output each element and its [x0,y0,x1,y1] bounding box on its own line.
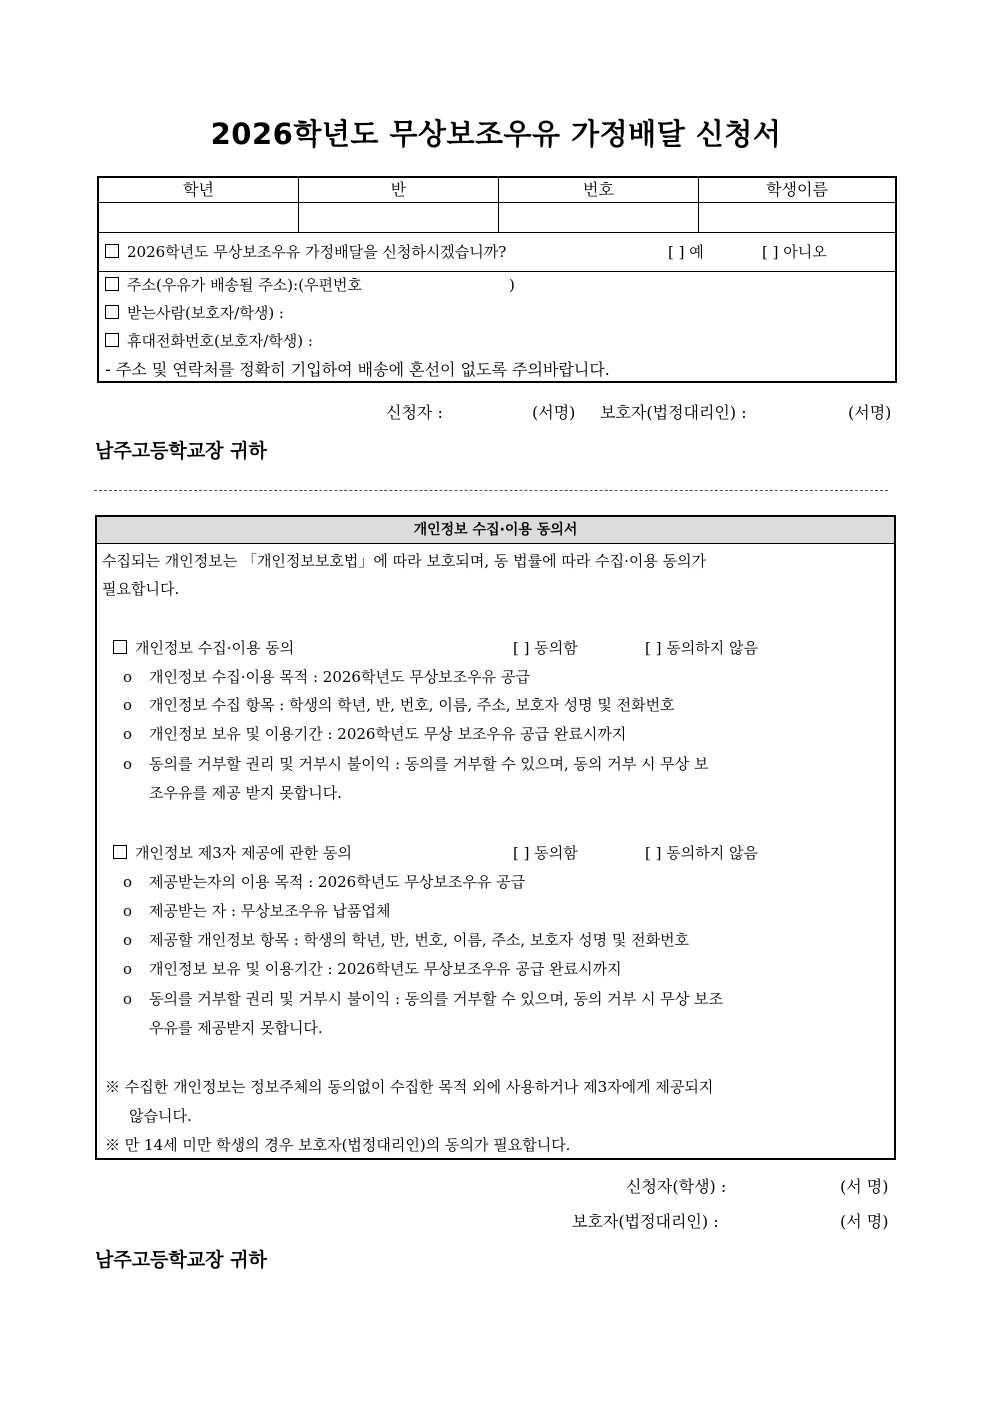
header-number: 번호 [499,178,699,203]
header-class: 반 [299,178,499,203]
list-item: o 동의를 거부할 권리 및 거부시 불이익 : 동의를 거부할 수 있으며, 동의 거부 시 무상 보조 [123,990,724,1008]
phone-checkbox[interactable] [105,333,119,347]
list-item: o 제공받는 자 : 무상보조우유 납품업체 [123,902,391,920]
number-input[interactable] [499,203,699,233]
list-item: o 동의를 거부할 권리 및 거부시 불이익 : 동의를 거부할 수 있으며, 동의 거부 시 무상 보 [123,755,709,773]
header-student-name: 학생이름 [699,178,895,203]
guardian2-label: 보호자(법정대리인) : [572,1212,719,1231]
note-1-continued: 않습니다. [129,1107,192,1125]
address-label: 주소(우유가 배송될 주소):(우편번호 [127,276,363,294]
list-item: o 개인정보 보유 및 이용기간 : 2026학년도 무상 보조우유 공급 완료시까지 [123,725,627,743]
address-close: ) [509,276,515,294]
list-item: o 개인정보 수집 항목 : 학생의 학년, 반, 번호, 이름, 주소, 보호자 성명 및 전화번호 [123,696,675,714]
list-item-continued: 조우유를 제공 받지 못합니다. [149,784,342,802]
guardian-label: 보호자(법정대리인) : [600,403,747,422]
student-applicant-sign[interactable]: (서 명) [840,1177,889,1196]
section2-checkbox[interactable] [113,845,127,859]
list-item: o 개인정보 수집·이용 목적 : 2026학년도 무상보조우유 공급 [123,668,530,686]
section2-label: 개인정보 제3자 제공에 관한 동의 [135,844,352,862]
question-row [99,233,895,272]
section1-disagree[interactable]: [ ] 동의하지 않음 [645,639,758,657]
application-table [97,176,897,383]
question-text: 2026학년도 무상보조우유 가정배달을 신청하시겠습니까? [127,243,507,261]
cut-line [94,490,888,491]
page-title: 2026학년도 무상보조우유 가정배달 신청서 [210,117,782,151]
list-item: o 개인정보 보유 및 이용기간 : 2026학년도 무상보조우유 공급 완료시까지 [123,960,622,978]
section1-checkbox[interactable] [113,640,127,654]
intro-line-2: 필요합니다. [102,580,180,598]
list-item: o 제공할 개인정보 항목 : 학생의 학년, 반, 번호, 이름, 주소, 보호자 성명 및 전화번호 [123,931,690,949]
closing-2: 남주고등학교장 귀하 [95,1249,267,1271]
section1-agree[interactable]: [ ] 동의함 [513,639,578,657]
notice: - 주소 및 연락처를 정확히 기입하여 배송에 혼선이 없도록 주의바랍니다. [105,360,610,379]
question-checkbox[interactable] [105,244,119,258]
grade-input[interactable] [99,203,299,233]
note-2: ※ 만 14세 미만 학생의 경우 보호자(법정대리인)의 동의가 필요합니다. [105,1136,571,1154]
section1-label: 개인정보 수집·이용 동의 [135,639,295,657]
yes-option[interactable]: [ ] 예 [668,243,704,261]
list-item-continued: 우유를 제공받지 못합니다. [149,1019,323,1037]
student-name-input[interactable] [699,203,895,233]
recipient-checkbox[interactable] [105,305,119,319]
section2-disagree[interactable]: [ ] 동의하지 않음 [645,844,758,862]
section2-agree[interactable]: [ ] 동의함 [513,844,578,862]
note-1: ※ 수집한 개인정보는 정보주체의 동의없이 수집한 목적 외에 사용하거나 제3자에게 제공되지 [105,1078,714,1096]
student-applicant-label: 신청자(학생) : [626,1177,727,1196]
phone-label: 휴대전화번호(보호자/학생) : [127,332,313,350]
consent-box [95,515,896,1160]
list-item: o 제공받는자의 이용 목적 : 2026학년도 무상보조우유 공급 [123,873,526,891]
closing-1: 남주고등학교장 귀하 [95,440,267,462]
no-option[interactable]: [ ] 아니오 [762,243,827,261]
consent-header [97,517,894,544]
guardian-sign[interactable]: (서명) [848,403,892,422]
consent-header-text: 개인정보 수집·이용 동의서 [413,522,578,538]
applicant-label: 신청자 : [386,403,443,422]
address-checkbox[interactable] [105,277,119,291]
recipient-label: 받는사람(보호자/학생) : [127,304,284,322]
class-input[interactable] [299,203,499,233]
header-grade: 학년 [99,178,299,203]
intro-line-1: 수집되는 개인정보는 「개인정보보호법」에 따라 보호되며, 동 법률에 따라 수집·이용 동의가 [102,552,707,570]
guardian2-sign[interactable]: (서 명) [840,1212,889,1231]
applicant-sign[interactable]: (서명) [532,403,576,422]
